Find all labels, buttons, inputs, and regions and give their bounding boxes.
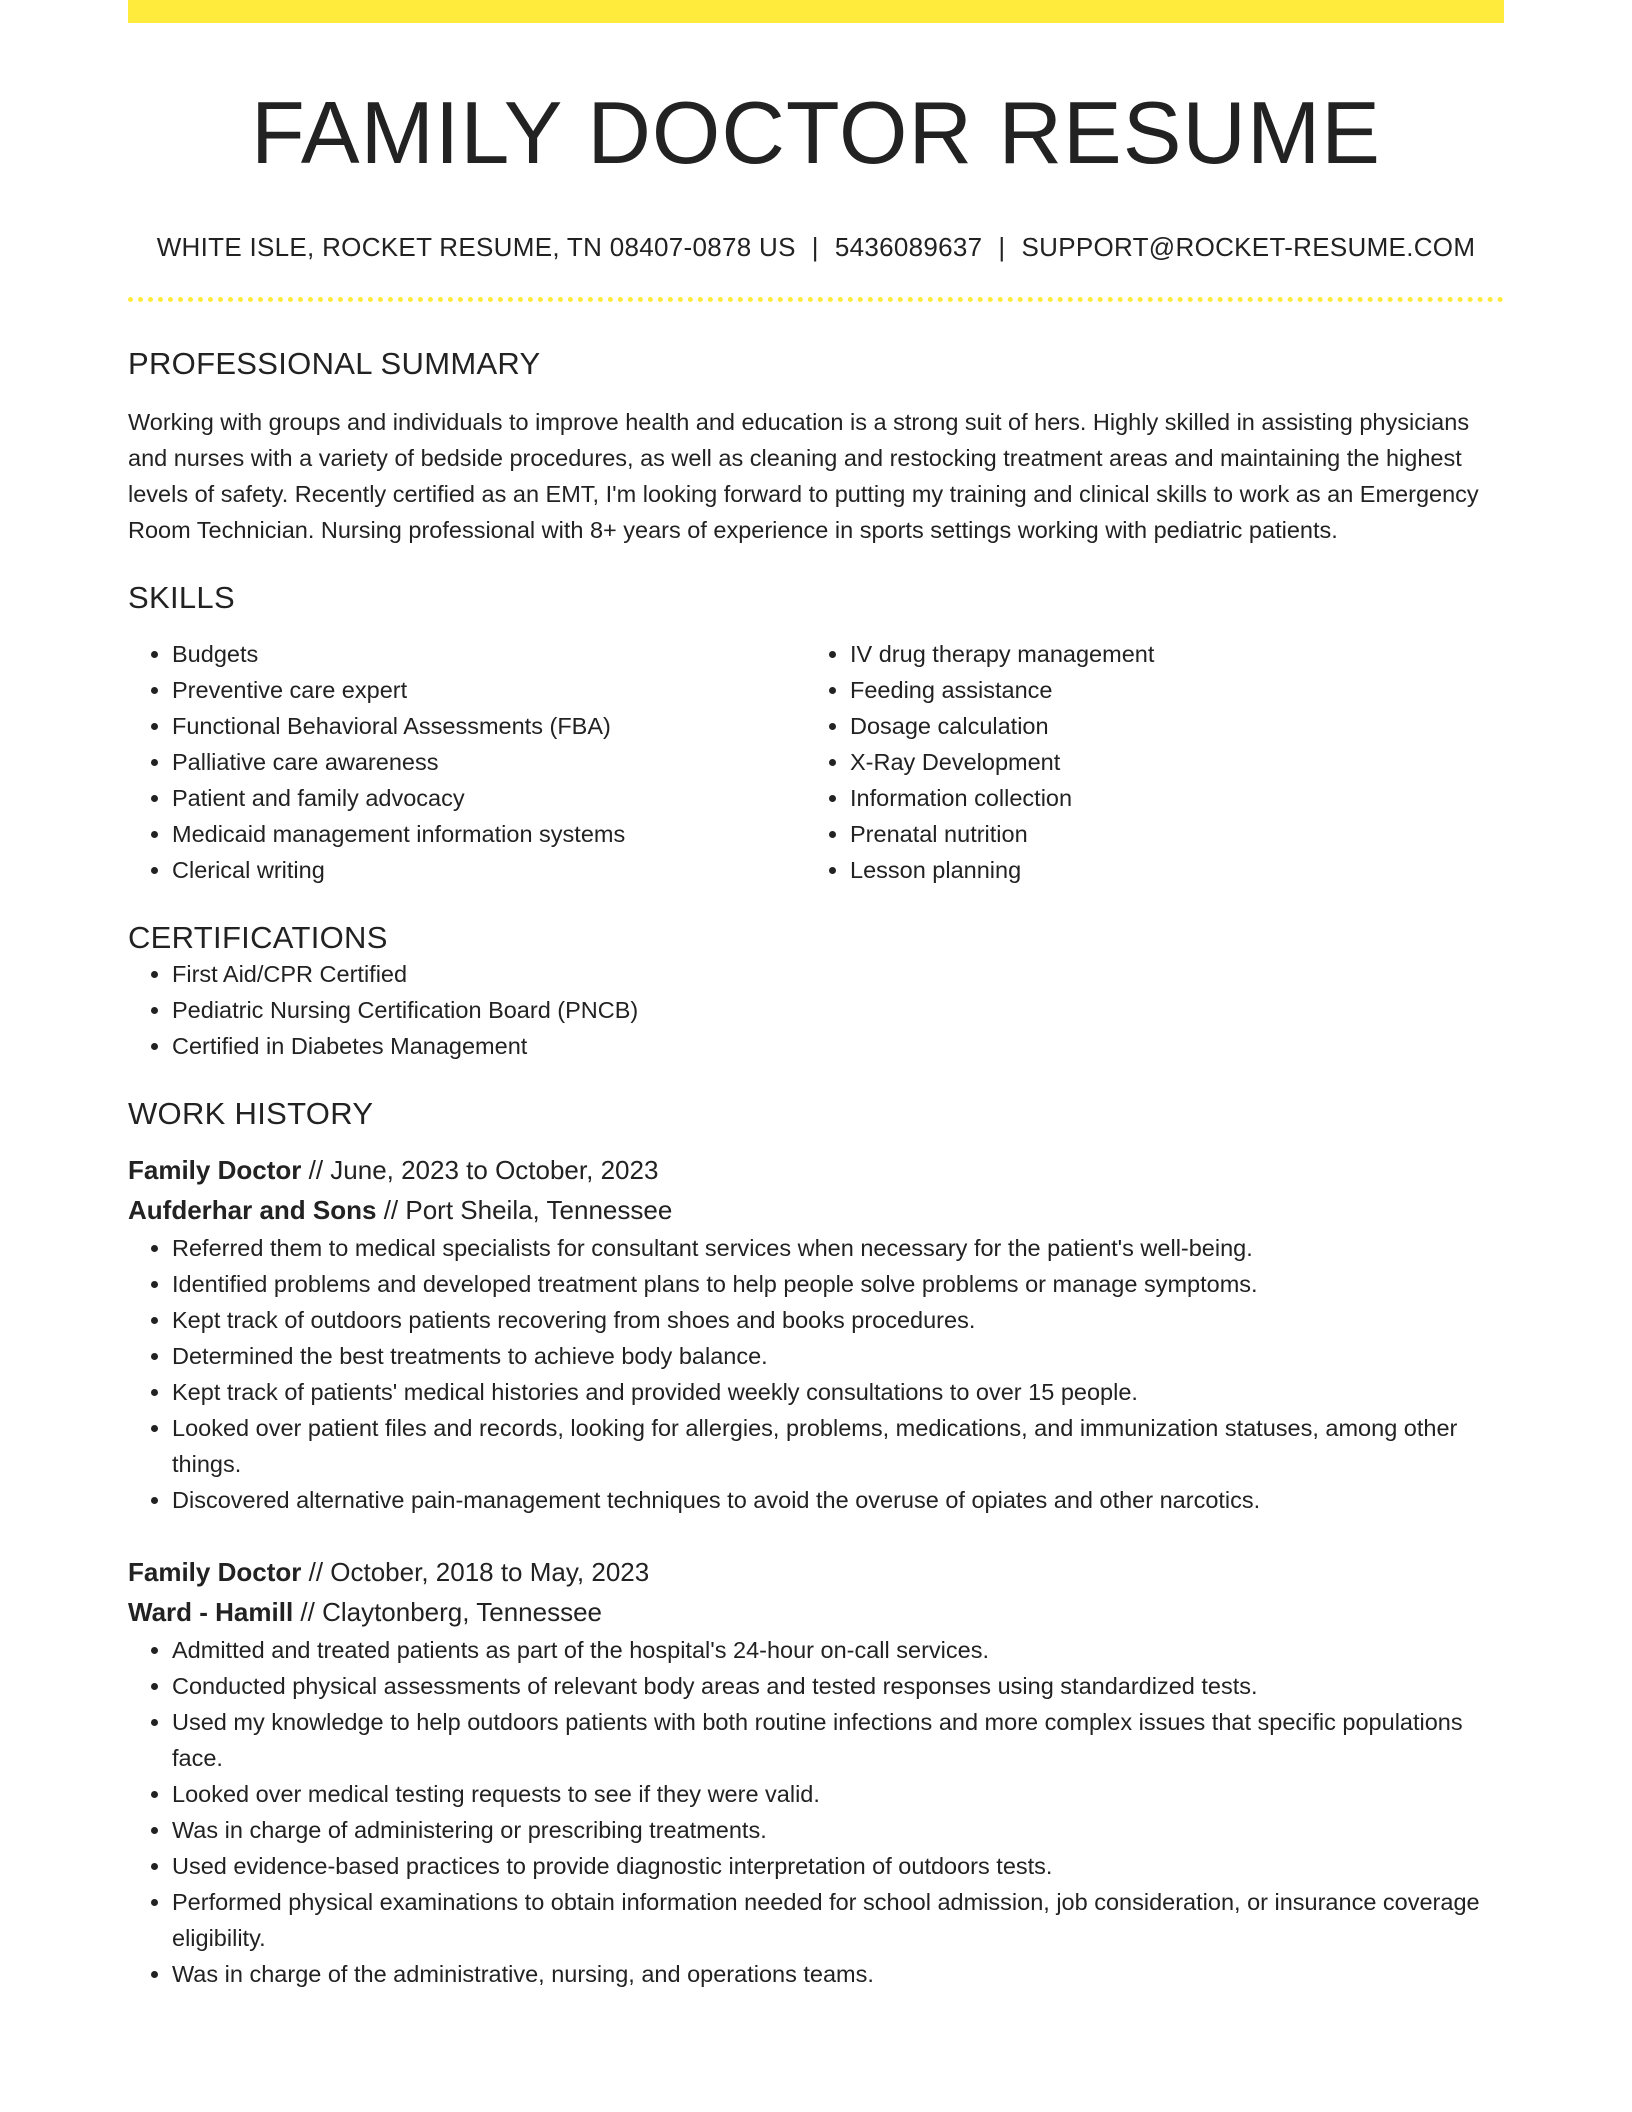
- skill-item: • Dosage calculation: [850, 708, 1484, 744]
- certifications-heading: CERTIFICATIONS: [128, 919, 388, 955]
- job-duty: • Looked over patient files and records, looking for allergies, problems, medications, and immunization statuses, among other things.: [172, 1410, 1504, 1482]
- job-company: Ward - Hamill: [128, 1596, 294, 1627]
- skill-item: • Functional Behavioral Assessments (FBA): [172, 708, 806, 744]
- skill-item: • Information collection: [850, 780, 1484, 816]
- job-duties-list: [128, 1230, 1504, 1518]
- job-duty: • Was in charge of the administrative, nursing, and operations teams.: [172, 1956, 1504, 1992]
- job-duty: • Discovered alternative pain-management techniques to avoid the overuse of opiates and other narcotics.: [172, 1482, 1504, 1518]
- skills-heading: SKILLS: [128, 579, 235, 615]
- skill-item: • X-Ray Development: [850, 744, 1484, 780]
- job-title: Family Doctor: [128, 1154, 302, 1185]
- job-location: // Claytonberg, Tennessee: [293, 1596, 602, 1627]
- skill-item: • Preventive care expert: [172, 672, 806, 708]
- job-duty: • Conducted physical assessments of relevant body areas and tested responses using standardized tests.: [172, 1668, 1504, 1704]
- contact-separator: |: [998, 231, 1006, 262]
- skills-list-left: [128, 636, 806, 888]
- skill-item: • Clerical writing: [172, 852, 806, 888]
- contact-line: [128, 232, 1504, 263]
- skills-column-right: [806, 636, 1484, 888]
- skill-item: • Budgets: [172, 636, 806, 672]
- contact-email: SUPPORT@ROCKET-RESUME.COM: [1021, 231, 1476, 262]
- job-company: Aufderhar and Sons: [128, 1194, 377, 1225]
- skill-item: • Patient and family advocacy: [172, 780, 806, 816]
- job-duties-list: [128, 1632, 1504, 1992]
- job-duty: • Identified problems and developed treatment plans to help people solve problems or manage symptoms.: [172, 1266, 1504, 1302]
- job-duty: • Determined the best treatments to achieve body balance.: [172, 1338, 1504, 1374]
- skill-item: • IV drug therapy management: [850, 636, 1484, 672]
- job-duty: • Looked over medical testing requests to see if they were valid.: [172, 1776, 1504, 1812]
- job-duty: • Admitted and treated patients as part of the hospital's 24-hour on-call services.: [172, 1632, 1504, 1668]
- job-duty: • Used evidence-based practices to provide diagnostic interpretation of outdoors tests.: [172, 1848, 1504, 1884]
- job-location: // Port Sheila, Tennessee: [376, 1194, 673, 1225]
- contact-phone: 5436089637: [834, 231, 983, 262]
- job-duty: • Referred them to medical specialists for consultant services when necessary for the patient's well-being.: [172, 1230, 1504, 1266]
- job-entry: [128, 1150, 1504, 1518]
- skill-item: • Feeding assistance: [850, 672, 1484, 708]
- job-duty: • Kept track of outdoors patients recovering from shoes and books procedures.: [172, 1302, 1504, 1338]
- certification-item: • First Aid/CPR Certified: [172, 956, 1504, 992]
- job-entry: [128, 1552, 1504, 1992]
- summary-text: Working with groups and individuals to improve health and education is a strong suit of hers. Highly skilled in assisting physicians and nurses with a variety of bedside procedures, as well as cleaning and restocking treatment areas and maintaining the highest levels of safety. Recently certified as an EMT, I'm looking forward to putting my training and clinical skills to work as an Emergency Room Technician. Nursing professional with 8+ years of experience in sports settings working with pediatric patients.: [128, 408, 1479, 543]
- job-dates: // October, 2018 to May, 2023: [301, 1556, 650, 1587]
- certifications-list: [128, 956, 1504, 1064]
- contact-separator: |: [811, 231, 819, 262]
- job-title-line: [128, 1552, 1504, 1592]
- job-duty: • Used my knowledge to help outdoors patients with both routine infections and more complex issues that specific populations face.: [172, 1704, 1504, 1776]
- job-duty: • Performed physical examinations to obtain information needed for school admission, job consideration, or insurance coverage eligibility.: [172, 1884, 1504, 1956]
- top-accent-bar: [128, 0, 1504, 23]
- skills-list-right: [806, 636, 1484, 888]
- skills-column-left: [128, 636, 806, 888]
- contact-address: WHITE ISLE, ROCKET RESUME, TN 08407-0878 US: [156, 231, 796, 262]
- certification-item: • Pediatric Nursing Certification Board (PNCB): [172, 992, 1504, 1028]
- skill-item: • Prenatal nutrition: [850, 816, 1484, 852]
- dotted-divider: [128, 297, 1504, 302]
- skill-item: • Medicaid management information systems: [172, 816, 806, 852]
- skills-grid: [128, 636, 1504, 888]
- job-title-line: [128, 1150, 1504, 1190]
- resume-page: [128, 0, 1504, 1992]
- certification-item: • Certified in Diabetes Management: [172, 1028, 1504, 1064]
- job-duty: • Was in charge of administering or prescribing treatments.: [172, 1812, 1504, 1848]
- work-history-heading: WORK HISTORY: [128, 1095, 374, 1131]
- skill-item: • Palliative care awareness: [172, 744, 806, 780]
- job-title: Family Doctor: [128, 1556, 302, 1587]
- job-duty: • Kept track of patients' medical histories and provided weekly consultations to over 15 people.: [172, 1374, 1504, 1410]
- job-company-line: [128, 1592, 1504, 1632]
- job-company-line: [128, 1190, 1504, 1230]
- page-title: FAMILY DOCTOR RESUME: [251, 83, 1381, 182]
- job-dates: // June, 2023 to October, 2023: [301, 1154, 659, 1185]
- summary-heading: PROFESSIONAL SUMMARY: [128, 345, 541, 381]
- skill-item: • Lesson planning: [850, 852, 1484, 888]
